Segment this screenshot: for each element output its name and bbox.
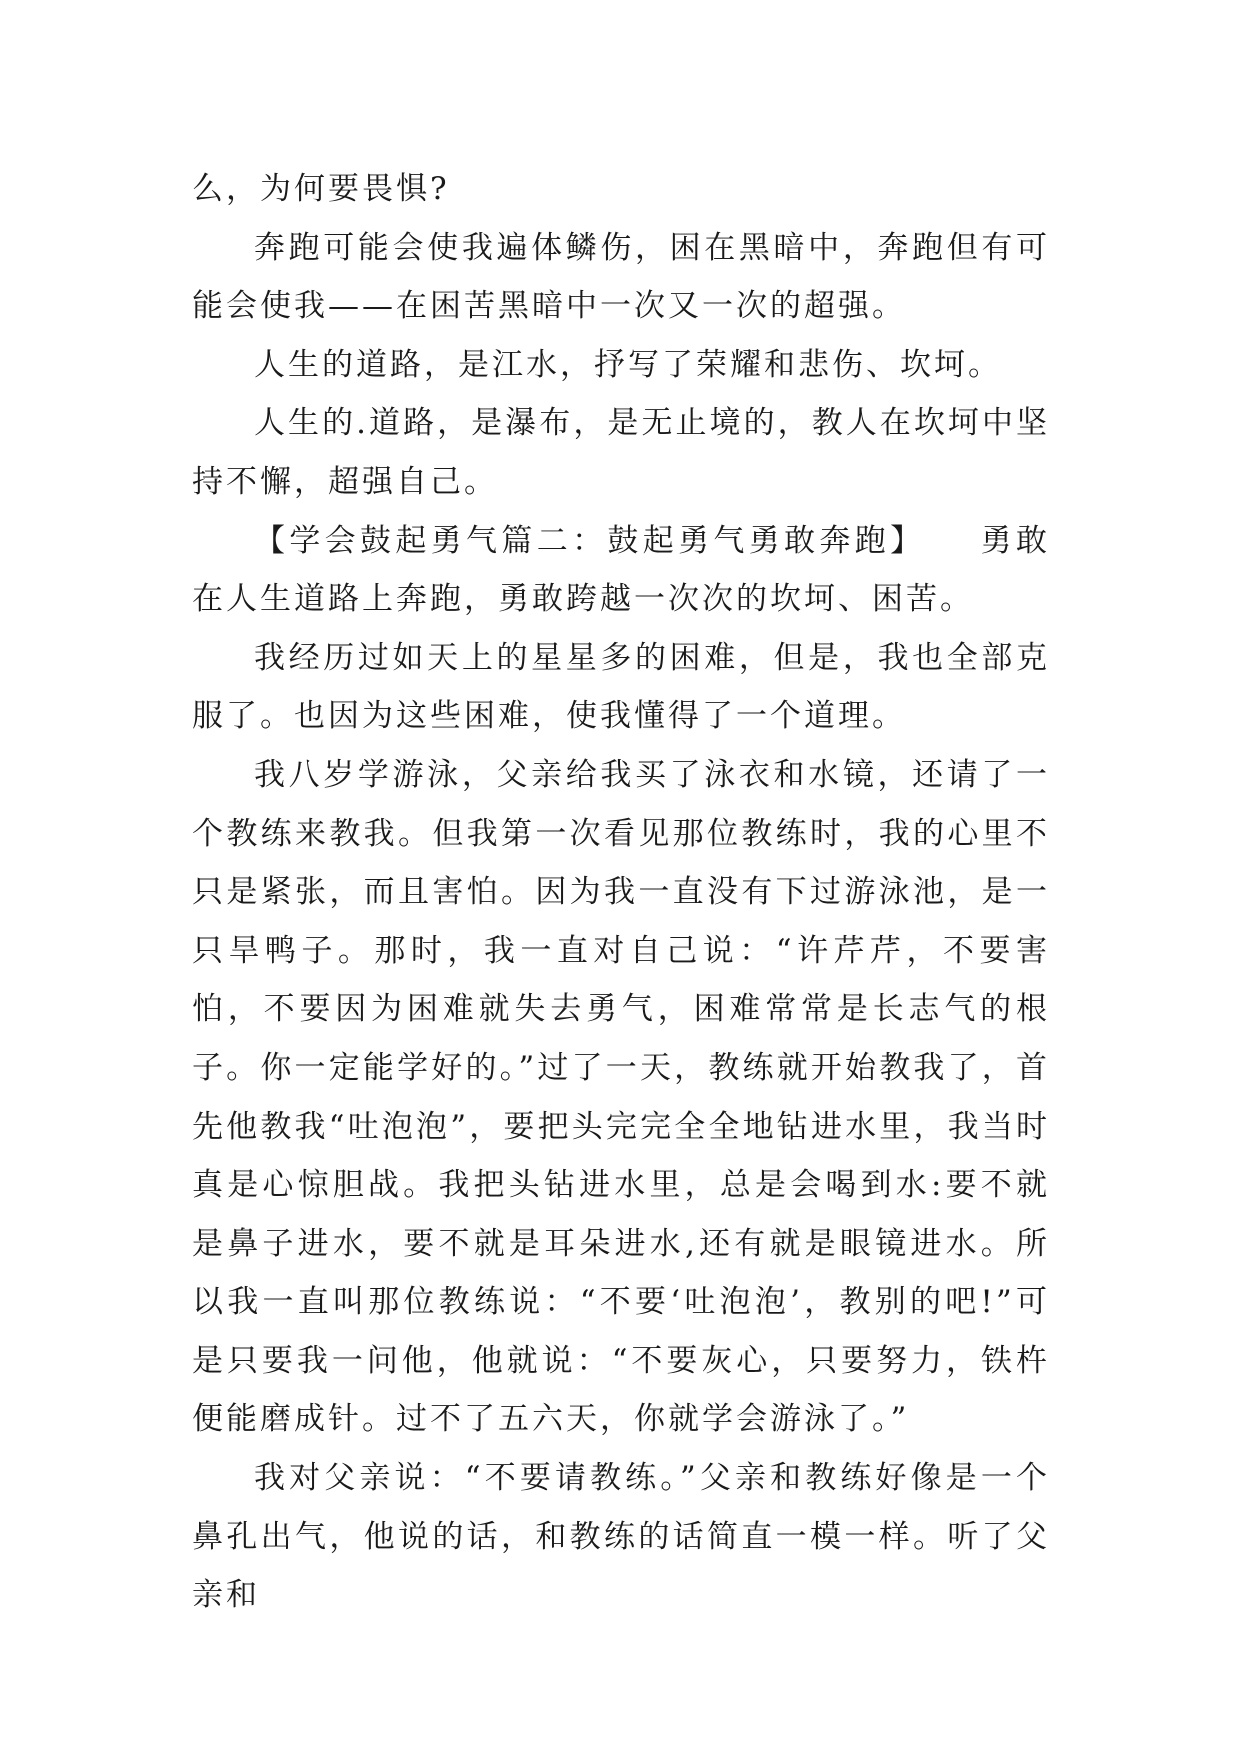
paragraph: 人生的道路，是江水，抒写了荣耀和悲伤、坎坷。 <box>254 346 1002 383</box>
paragraph: 人生的.道路，是瀑布，是无止境的，教人在坎坷中坚持不懈，超强自己。 <box>192 405 1050 500</box>
paragraph-continuation: 么，为何要畏惧? <box>192 171 450 207</box>
paragraph: 奔跑可能会使我遍体鳞伤，困在黑暗中，奔跑但有可能会使我——在困苦黑暗中一次又一次的超强。 <box>192 229 1050 325</box>
paragraph: 我八岁学游泳，父亲给我买了泳衣和水镜，还请了一个教练来教我。但我第一次看见那位教练时，我的心里不只是紧张，而且害怕。因为我一直没有下过游泳池，是一只旱鸭子。那时，我一直对自己说：“许芹芹，不要害怕，不要因为困难就失去勇气，困难常常是长志气的根子。你一定能学好的。”过了一天，教练就开始教我了，首先他教我“吐泡泡”，要把头完完全全地钻进水里，我当时真是心惊胆战。我把头钻进水里，总是会喝到水:要不就是鼻子进水，要不就是耳朵进水,还有就是眼镜进水。所以我一直叫那位教练说：“不要‘吐泡泡’，教别的吧!”可是只要我一问他，他就说：“不要灰心，只要努力，铁杵便能磨成针。过不了五六天，你就学会游泳了。” <box>192 756 1050 1438</box>
section-heading-paragraph: 【学会鼓起勇气篇二：鼓起勇气勇敢奔跑】 勇敢在人生道路上奔跑，勇敢跨越一次次的坎坷、困苦。 <box>192 522 1050 618</box>
document-body <box>192 160 1050 1625</box>
paragraph: 我经历过如天上的星星多的困难，但是，我也全部克服了。也因为这些困难，使我懂得了一个道理。 <box>192 639 1050 735</box>
paragraph: 我对父亲说：“不要请教练。”父亲和教练好像是一个鼻孔出气，他说的话，和教练的话简直一模一样。听了父亲和 <box>192 1460 1050 1614</box>
